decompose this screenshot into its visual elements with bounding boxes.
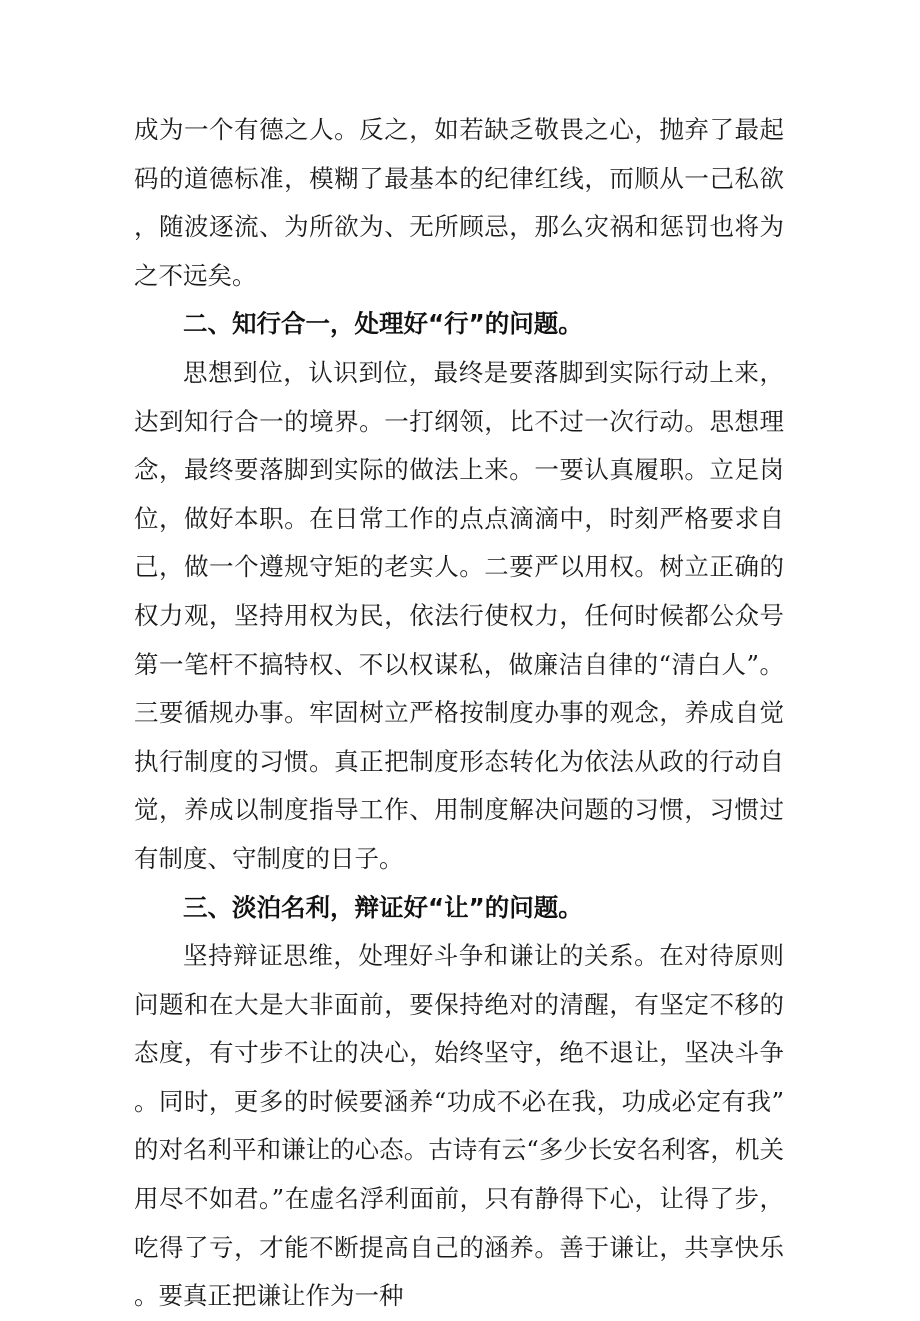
section-heading-3: 三、淡泊名利，辩证好“让”的问题。 xyxy=(183,892,583,922)
section-heading-2: 二、知行合一，处理好“行”的问题。 xyxy=(183,309,583,339)
document-body xyxy=(134,106,784,1321)
paragraph-continuation: 成为一个有德之人。反之，如若缺乏敬畏之心，抛弃了最起码的道德标准，模糊了最基本的纪律红线，而顺从一己私欲，随波逐流、为所欲为、无所顾忌，那么灾祸和惩罚也将为之不远矣。 xyxy=(134,115,784,290)
paragraph-section-3: 坚持辩证思维，处理好斗争和谦让的关系。在对待原则问题和在大是大非面前，要保持绝对的清醒，有坚定不移的态度，有寸步不让的决心，始终坚守，绝不退让，坚决斗争。同时，更多的时候要涵养“功成不必在我，功成必定有我”的对名利平和谦让的心态。古诗有云“多少长安名利客，机关用尽不如君。”在虚名浮利面前，只有静得下心，让得了步，吃得了亏，才能不断提高自己的涵养。善于谦让，共享快乐。要真正把谦让作为一种 xyxy=(134,941,784,1311)
paragraph-section-2: 思想到位，认识到位，最终是要落脚到实际行动上来，达到知行合一的境界。一打纲领，比不过一次行动。思想理念，最终要落脚到实际的做法上来。一要认真履职。立足岗位，做好本职。在日常工作的点点滴滴中，时刻严格要求自己，做一个遵规守矩的老实人。二要严以用权。树立正确的权力观，坚持用权为民，依法行使权力，任何时候都公众号第一笔杆不搞特权、不以权谋私，做廉洁自律的“清白人”。三要循规办事。牢固树立严格按制度办事的观念，养成自觉执行制度的习惯。真正把制度形态转化为依法从政的行动自觉，养成以制度指导工作、用制度解决问题的习惯，习惯过有制度、守制度的日子。 xyxy=(134,357,784,873)
